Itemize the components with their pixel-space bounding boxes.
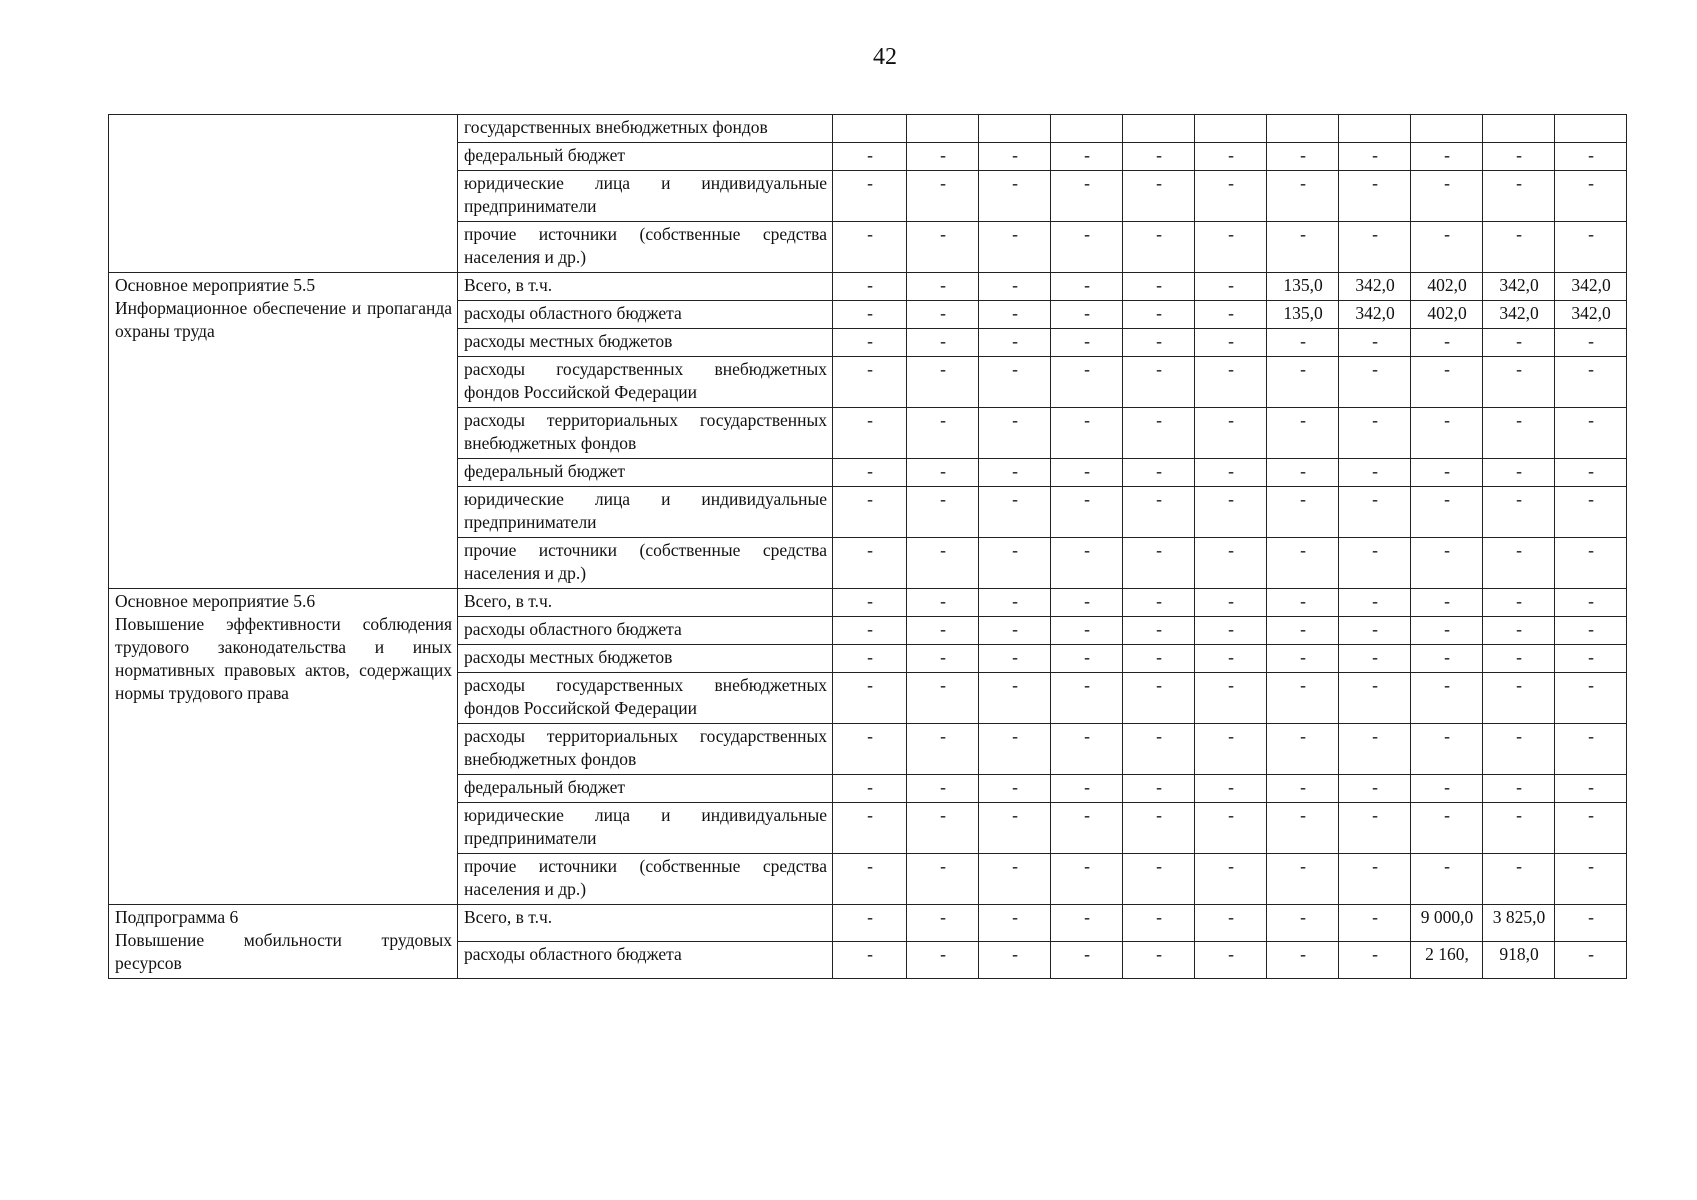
value-cell: - [1555, 408, 1627, 459]
value-cell: - [979, 273, 1051, 301]
value-cell: - [979, 487, 1051, 538]
value-cell: - [833, 942, 907, 979]
value-cell: - [979, 171, 1051, 222]
funding-source-cell: прочие источники (собственные средства населения и др.) [458, 222, 833, 273]
value-cell: - [1555, 854, 1627, 905]
value-cell: 3 825,0 [1483, 905, 1555, 942]
funding-source-cell: федеральный бюджет [458, 143, 833, 171]
value-cell: - [1123, 143, 1195, 171]
value-cell: - [1339, 171, 1411, 222]
program-description: Повышение мобильности трудовых ресурсов [115, 930, 452, 973]
value-cell: - [1411, 222, 1483, 273]
value-cell: - [1051, 143, 1123, 171]
value-cell: - [1267, 854, 1339, 905]
funding-source-cell: Всего, в т.ч. [458, 589, 833, 617]
funding-source-cell: расходы территориальных государственных внебюджетных фондов [458, 724, 833, 775]
value-cell: - [1555, 617, 1627, 645]
value-cell: - [833, 724, 907, 775]
value-cell: - [1123, 589, 1195, 617]
funding-source-cell: Всего, в т.ч. [458, 905, 833, 942]
value-cell: - [1339, 673, 1411, 724]
value-cell: - [979, 803, 1051, 854]
value-cell: - [1123, 273, 1195, 301]
value-cell: - [1555, 905, 1627, 942]
value-cell: - [1267, 538, 1339, 589]
value-cell: - [1339, 329, 1411, 357]
value-cell: - [1267, 942, 1339, 979]
value-cell: - [1267, 357, 1339, 408]
value-cell: - [1483, 459, 1555, 487]
value-cell: - [1123, 459, 1195, 487]
value-cell: - [833, 273, 907, 301]
value-cell: - [1123, 301, 1195, 329]
value-cell: - [833, 408, 907, 459]
value-cell: - [907, 357, 979, 408]
value-cell: - [1267, 329, 1339, 357]
value-cell: - [1195, 487, 1267, 538]
value-cell: - [1555, 589, 1627, 617]
value-cell: - [1123, 905, 1195, 942]
value-cell: - [1339, 459, 1411, 487]
value-cell: - [907, 645, 979, 673]
funding-source-cell: расходы местных бюджетов [458, 329, 833, 357]
value-cell: - [1195, 775, 1267, 803]
funding-source-cell: расходы государственных внебюджетных фондов Российской Федерации [458, 357, 833, 408]
value-cell: - [1339, 905, 1411, 942]
value-cell: 135,0 [1267, 273, 1339, 301]
value-cell: - [1411, 329, 1483, 357]
value-cell: - [1483, 724, 1555, 775]
value-cell: - [1195, 171, 1267, 222]
value-cell: - [1123, 487, 1195, 538]
program-name-cell [109, 905, 458, 979]
value-cell: - [1339, 854, 1411, 905]
value-cell: - [1483, 222, 1555, 273]
value-cell: - [1195, 803, 1267, 854]
program-description: Информационное обеспечение и пропаганда охраны труда [115, 298, 452, 341]
value-cell: - [907, 724, 979, 775]
value-cell: - [1267, 617, 1339, 645]
value-cell: - [1555, 143, 1627, 171]
value-cell: - [1555, 538, 1627, 589]
value-cell: - [1483, 357, 1555, 408]
value-cell: - [1267, 171, 1339, 222]
funding-source-cell: юридические лица и индивидуальные предприниматели [458, 487, 833, 538]
value-cell: - [1411, 357, 1483, 408]
value-cell: - [907, 487, 979, 538]
value-cell: - [1555, 803, 1627, 854]
value-cell: - [833, 222, 907, 273]
funding-source-cell: расходы местных бюджетов [458, 645, 833, 673]
value-cell: - [1195, 589, 1267, 617]
table-row [109, 589, 1627, 617]
value-cell: - [1195, 357, 1267, 408]
value-cell: - [907, 222, 979, 273]
value-cell: - [1267, 673, 1339, 724]
value-cell: - [1483, 775, 1555, 803]
value-cell: - [979, 724, 1051, 775]
value-cell: - [1051, 724, 1123, 775]
value-cell: - [1555, 487, 1627, 538]
value-cell: - [1195, 905, 1267, 942]
value-cell: - [1123, 724, 1195, 775]
value-cell: - [833, 301, 907, 329]
value-cell: - [1339, 222, 1411, 273]
value-cell: - [1411, 487, 1483, 538]
value-cell: - [1339, 617, 1411, 645]
value-cell: - [979, 589, 1051, 617]
value-cell: - [1123, 942, 1195, 979]
value-cell: - [907, 942, 979, 979]
program-description: Повышение эффективности соблюдения трудового законодательства и иных нормативных правовых актов, содержащих нормы трудового права [115, 614, 452, 703]
value-cell: - [1051, 942, 1123, 979]
value-cell: 402,0 [1411, 273, 1483, 301]
value-cell: - [1555, 357, 1627, 408]
value-cell: - [907, 854, 979, 905]
value-cell: - [1339, 775, 1411, 803]
value-cell: - [1051, 487, 1123, 538]
value-cell: - [833, 538, 907, 589]
value-cell: - [1411, 803, 1483, 854]
value-cell: - [1123, 645, 1195, 673]
program-name-cell [109, 115, 458, 273]
value-cell: - [1555, 942, 1627, 979]
value-cell: - [1483, 854, 1555, 905]
value-cell: - [1051, 538, 1123, 589]
value-cell: - [979, 673, 1051, 724]
value-cell: - [1051, 408, 1123, 459]
value-cell: - [1555, 329, 1627, 357]
value-cell [1195, 115, 1267, 143]
value-cell: - [1051, 459, 1123, 487]
value-cell: - [1267, 589, 1339, 617]
value-cell: - [833, 645, 907, 673]
value-cell: - [1483, 487, 1555, 538]
value-cell: - [833, 487, 907, 538]
value-cell [1411, 115, 1483, 143]
value-cell: - [1267, 487, 1339, 538]
value-cell: 342,0 [1483, 273, 1555, 301]
table-row [109, 273, 1627, 301]
value-cell: - [1123, 171, 1195, 222]
value-cell: - [907, 408, 979, 459]
value-cell: - [1411, 617, 1483, 645]
value-cell: - [1267, 143, 1339, 171]
value-cell: - [1411, 538, 1483, 589]
value-cell: - [907, 329, 979, 357]
funding-source-cell: Всего, в т.ч. [458, 273, 833, 301]
funding-source-cell: расходы территориальных государственных внебюджетных фондов [458, 408, 833, 459]
value-cell: - [907, 538, 979, 589]
funding-source-cell: расходы областного бюджета [458, 301, 833, 329]
value-cell: - [1483, 538, 1555, 589]
value-cell: - [979, 905, 1051, 942]
value-cell: - [1411, 673, 1483, 724]
value-cell: - [1123, 408, 1195, 459]
value-cell: - [1051, 645, 1123, 673]
value-cell: - [979, 408, 1051, 459]
value-cell: - [1051, 301, 1123, 329]
value-cell [979, 115, 1051, 143]
funding-source-cell: расходы областного бюджета [458, 617, 833, 645]
value-cell: - [1123, 673, 1195, 724]
value-cell: - [979, 222, 1051, 273]
value-cell: - [1123, 775, 1195, 803]
value-cell: 2 160, [1411, 942, 1483, 979]
value-cell: - [833, 854, 907, 905]
value-cell: 342,0 [1339, 273, 1411, 301]
value-cell: - [1123, 538, 1195, 589]
value-cell: - [1483, 408, 1555, 459]
value-cell: - [1051, 854, 1123, 905]
value-cell: - [1051, 222, 1123, 273]
funding-source-cell: федеральный бюджет [458, 775, 833, 803]
value-cell: - [833, 803, 907, 854]
value-cell [907, 115, 979, 143]
value-cell: - [833, 329, 907, 357]
table-row [109, 905, 1627, 942]
program-title: Основное мероприятие 5.6 [115, 591, 316, 611]
value-cell: - [1339, 942, 1411, 979]
value-cell: - [1051, 171, 1123, 222]
value-cell: - [1195, 617, 1267, 645]
value-cell: - [1195, 301, 1267, 329]
value-cell: - [1051, 905, 1123, 942]
value-cell: - [1411, 724, 1483, 775]
value-cell: - [833, 905, 907, 942]
value-cell: - [1051, 617, 1123, 645]
funding-source-cell: юридические лица и индивидуальные предприниматели [458, 171, 833, 222]
value-cell: - [1195, 854, 1267, 905]
value-cell: - [907, 775, 979, 803]
value-cell: - [1555, 645, 1627, 673]
funding-source-cell: расходы государственных внебюджетных фондов Российской Федерации [458, 673, 833, 724]
value-cell [1339, 115, 1411, 143]
page-number: 42 [873, 44, 897, 70]
value-cell: - [833, 171, 907, 222]
value-cell: - [1411, 143, 1483, 171]
program-title: Подпрограмма 6 [115, 907, 239, 927]
program-name-cell [109, 273, 458, 589]
funding-source-cell: государственных внебюджетных фондов [458, 115, 833, 143]
value-cell: - [979, 143, 1051, 171]
value-cell: - [979, 854, 1051, 905]
value-cell: - [1339, 645, 1411, 673]
value-cell: - [1051, 775, 1123, 803]
value-cell: - [1555, 171, 1627, 222]
funding-source-cell: расходы областного бюджета [458, 942, 833, 979]
value-cell: - [1195, 645, 1267, 673]
value-cell: - [833, 775, 907, 803]
value-cell: - [833, 617, 907, 645]
value-cell: 402,0 [1411, 301, 1483, 329]
value-cell: - [1339, 538, 1411, 589]
value-cell: - [1555, 724, 1627, 775]
value-cell: - [833, 143, 907, 171]
value-cell: - [1483, 171, 1555, 222]
value-cell [1555, 115, 1627, 143]
value-cell: - [1483, 803, 1555, 854]
value-cell: - [1195, 673, 1267, 724]
value-cell: - [1123, 617, 1195, 645]
value-cell: - [1411, 171, 1483, 222]
value-cell: - [1411, 589, 1483, 617]
value-cell: - [907, 301, 979, 329]
value-cell: - [1123, 329, 1195, 357]
value-cell: - [1483, 589, 1555, 617]
value-cell: - [1483, 645, 1555, 673]
value-cell: - [979, 775, 1051, 803]
value-cell: - [1195, 459, 1267, 487]
value-cell: - [1267, 645, 1339, 673]
value-cell: - [1195, 329, 1267, 357]
value-cell: - [1339, 408, 1411, 459]
value-cell: - [1051, 673, 1123, 724]
value-cell: - [907, 171, 979, 222]
value-cell: - [979, 942, 1051, 979]
value-cell: - [979, 538, 1051, 589]
value-cell: - [979, 329, 1051, 357]
program-title: Основное мероприятие 5.5 [115, 275, 316, 295]
program-name-cell [109, 589, 458, 905]
value-cell: - [1339, 724, 1411, 775]
value-cell: - [1195, 273, 1267, 301]
funding-source-cell: юридические лица и индивидуальные предприниматели [458, 803, 833, 854]
value-cell: - [1483, 673, 1555, 724]
funding-source-cell: прочие источники (собственные средства населения и др.) [458, 538, 833, 589]
table-row [109, 115, 1627, 143]
value-cell: - [907, 905, 979, 942]
value-cell: - [1195, 143, 1267, 171]
value-cell: - [1411, 854, 1483, 905]
value-cell: - [833, 459, 907, 487]
value-cell: - [907, 273, 979, 301]
value-cell: - [1267, 803, 1339, 854]
table-body [109, 115, 1627, 979]
value-cell: - [1483, 617, 1555, 645]
value-cell [1483, 115, 1555, 143]
value-cell: - [979, 617, 1051, 645]
value-cell: - [907, 617, 979, 645]
value-cell: - [907, 459, 979, 487]
value-cell: - [1411, 408, 1483, 459]
value-cell: - [1195, 222, 1267, 273]
value-cell: - [1195, 942, 1267, 979]
value-cell: - [1411, 459, 1483, 487]
value-cell: - [979, 357, 1051, 408]
funding-source-cell: прочие источники (собственные средства населения и др.) [458, 854, 833, 905]
value-cell: 342,0 [1339, 301, 1411, 329]
value-cell [1051, 115, 1123, 143]
value-cell: 135,0 [1267, 301, 1339, 329]
value-cell: - [907, 143, 979, 171]
value-cell: 342,0 [1483, 301, 1555, 329]
value-cell: - [1195, 724, 1267, 775]
value-cell: - [1123, 357, 1195, 408]
value-cell: - [1339, 589, 1411, 617]
value-cell: 9 000,0 [1411, 905, 1483, 942]
funding-table [108, 114, 1627, 979]
value-cell: - [1051, 357, 1123, 408]
value-cell: - [1339, 487, 1411, 538]
value-cell: - [1555, 459, 1627, 487]
value-cell: - [1267, 459, 1339, 487]
value-cell: - [1195, 408, 1267, 459]
value-cell: - [1267, 408, 1339, 459]
value-cell: - [907, 673, 979, 724]
value-cell: - [1051, 803, 1123, 854]
value-cell: - [1051, 329, 1123, 357]
value-cell: - [1483, 329, 1555, 357]
value-cell: - [1267, 905, 1339, 942]
value-cell: 342,0 [1555, 273, 1627, 301]
value-cell: - [1339, 143, 1411, 171]
value-cell: - [1123, 222, 1195, 273]
value-cell: - [1411, 645, 1483, 673]
value-cell: - [1123, 854, 1195, 905]
value-cell: - [979, 645, 1051, 673]
value-cell: - [907, 589, 979, 617]
value-cell [833, 115, 907, 143]
value-cell: - [979, 301, 1051, 329]
value-cell: - [1123, 803, 1195, 854]
value-cell: - [979, 459, 1051, 487]
value-cell: - [833, 357, 907, 408]
value-cell: - [1411, 775, 1483, 803]
funding-source-cell: федеральный бюджет [458, 459, 833, 487]
value-cell [1267, 115, 1339, 143]
value-cell: - [1267, 724, 1339, 775]
value-cell: - [1051, 589, 1123, 617]
value-cell: - [1483, 143, 1555, 171]
value-cell: - [907, 803, 979, 854]
value-cell: - [1339, 357, 1411, 408]
value-cell: - [833, 589, 907, 617]
value-cell: - [1195, 538, 1267, 589]
value-cell: - [1555, 673, 1627, 724]
value-cell: 918,0 [1483, 942, 1555, 979]
value-cell: - [1555, 775, 1627, 803]
value-cell: - [1339, 803, 1411, 854]
value-cell [1123, 115, 1195, 143]
value-cell: - [1555, 222, 1627, 273]
value-cell: 342,0 [1555, 301, 1627, 329]
value-cell: - [1051, 273, 1123, 301]
value-cell: - [1267, 775, 1339, 803]
value-cell: - [833, 673, 907, 724]
value-cell: - [1267, 222, 1339, 273]
